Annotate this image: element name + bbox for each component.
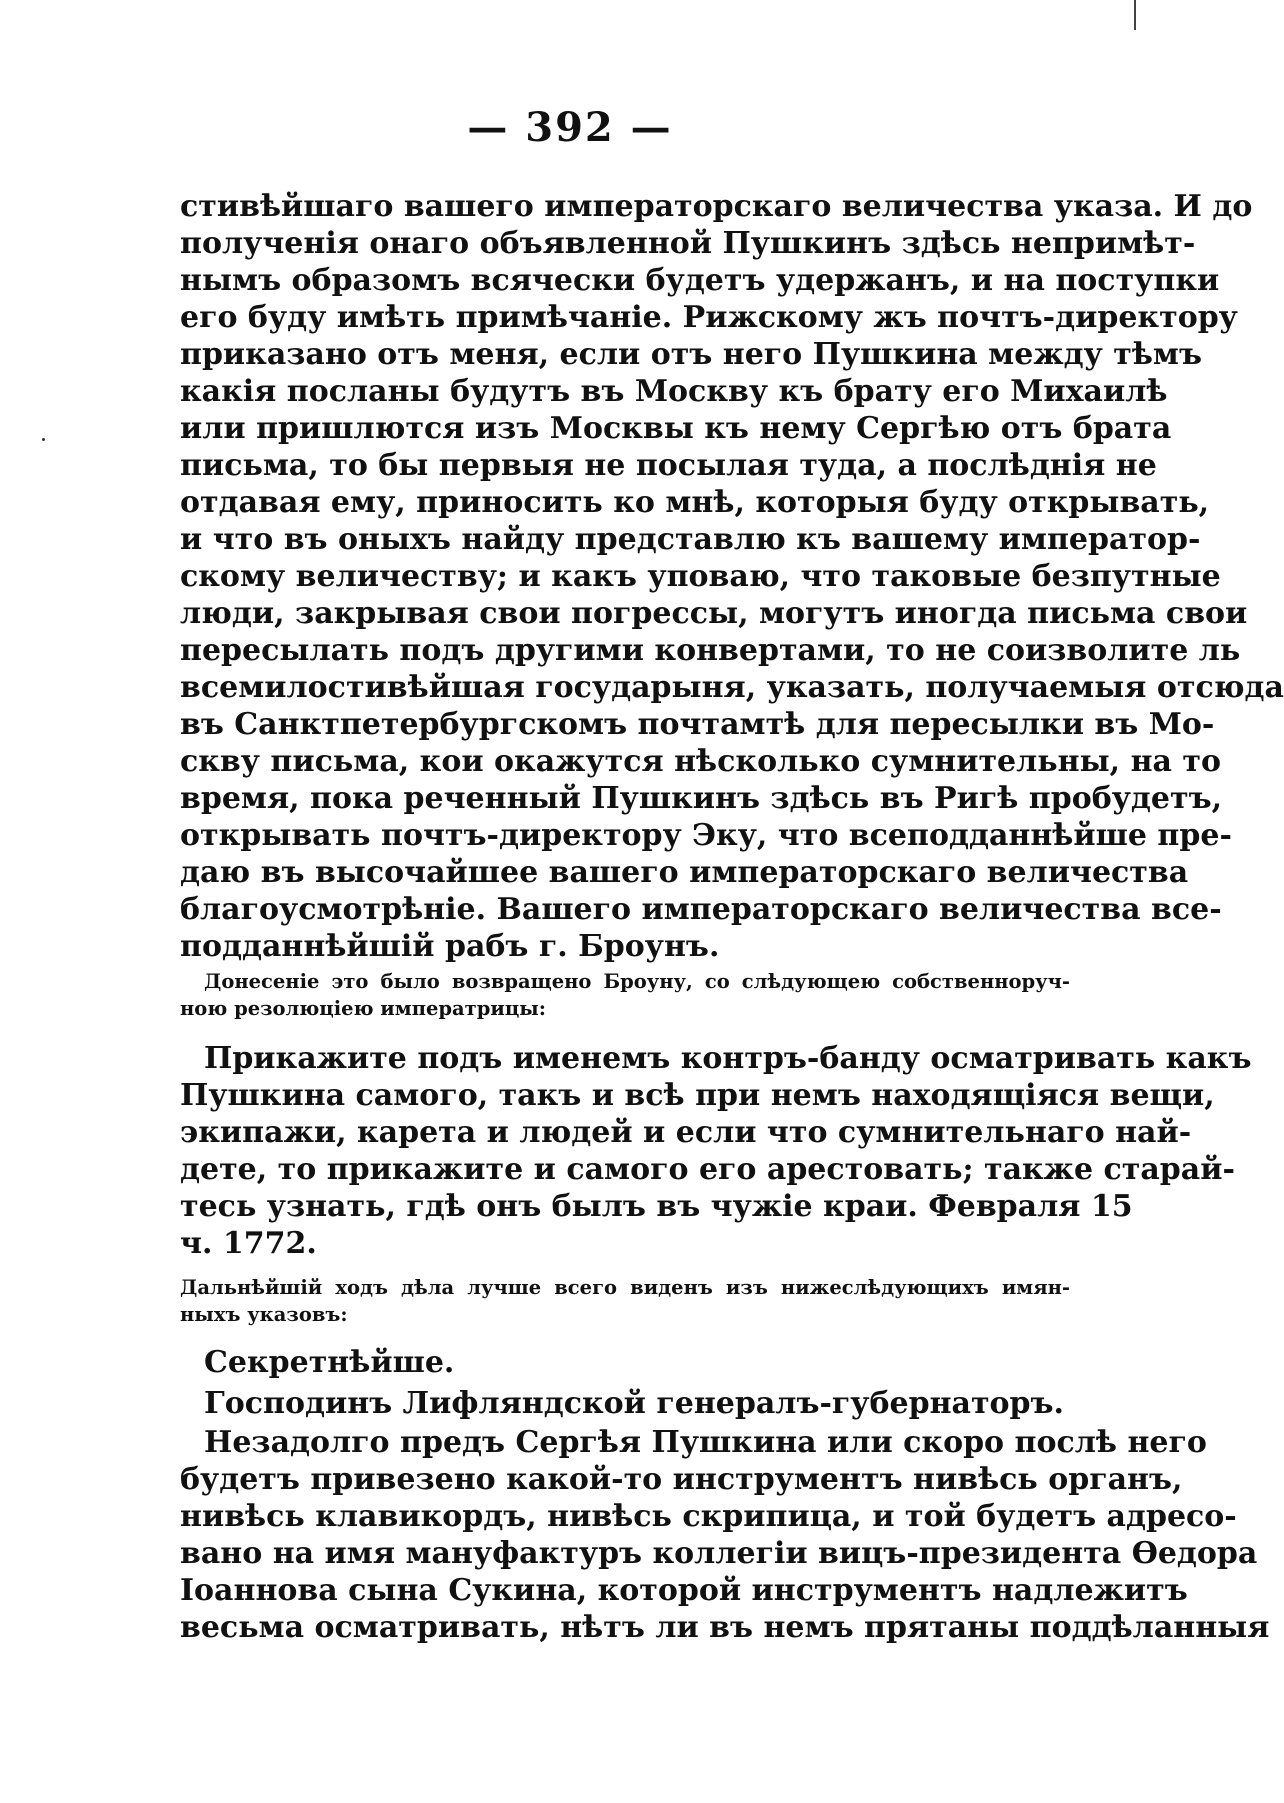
- text-line: письма, то бы первыя не посылая туда, а послѣднія не: [180, 448, 1157, 483]
- addressee-line: Господинъ Лифляндской генералъ-губернаторъ.: [204, 1386, 1064, 1421]
- text-line: Незадолго предъ Сергѣя Пушкина или скоро послѣ него: [204, 1425, 1207, 1460]
- text-line: всемилостивѣйшая государыня, указать, получаемыя отсюда: [180, 670, 1284, 705]
- note-line: Донесеніе это было возвращено Броуну, со слѣдующею собственноруч-: [204, 970, 1070, 993]
- text-line: пересылать подъ другими конвертами, то не соизволите ль: [180, 633, 1241, 668]
- text-line: въ Санктпетербургскомъ почтамтѣ для пересылки въ Мо-: [180, 707, 1215, 742]
- paragraph-empress-resolution: [180, 1040, 1252, 1262]
- text-line: нивѣсь клавикордъ, нивѣсь скрипица, и той будетъ адресо-: [180, 1499, 1237, 1534]
- page-number: — 392 —: [467, 104, 673, 151]
- note-line: ною резолюціею императрицы:: [180, 997, 546, 1020]
- secret-label: Секретнѣйше.: [204, 1345, 455, 1380]
- decree-heading: [180, 1344, 1070, 1422]
- margin-speck: [42, 438, 45, 441]
- text-line: нымъ образомъ всячески будетъ удержанъ, и на поступки: [180, 263, 1220, 298]
- text-line: стивѣйшаго вашего императорскаго величества указа. И до: [180, 189, 1253, 224]
- text-line: Іоаннова сына Сукина, которой инструментъ надлежитъ: [180, 1573, 1188, 1608]
- text-line: экипажи, карета и людей и если что сумнительнаго най-: [180, 1115, 1192, 1150]
- text-line: открывать почтъ-директору Эку, что всеподданнѣйше пре-: [180, 818, 1232, 853]
- text-line: полученія онаго объявленной Пушкинъ здѣсь непримѣт-: [180, 226, 1196, 261]
- scan-edge-mark: [1134, 0, 1136, 30]
- note-line: Дальнѣйшій ходъ дѣла лучше всего виденъ изъ нижеслѣдующихъ имян-: [180, 1276, 1070, 1299]
- text-line: скому величеству; и какъ уповаю, что таковые безпутные: [180, 559, 1221, 594]
- note-line: ныхъ указовъ:: [180, 1303, 348, 1326]
- text-line: дете, то прикажите и самого его арестовать; также старай-: [180, 1152, 1235, 1187]
- text-line: Пушкина самого, такъ и всѣ при немъ находящіяся вещи,: [180, 1078, 1215, 1113]
- text-line: приказано отъ меня, если отъ него Пушкина между тѣмъ: [180, 337, 1203, 372]
- editorial-note-decrees: [180, 1274, 1070, 1328]
- text-line: и что въ оныхъ найду представлю къ вашему император-: [180, 522, 1201, 557]
- text-line: скву письма, кои окажутся нѣсколько сумнительны, на то: [180, 744, 1222, 779]
- text-line: люди, закрывая свои погрессы, могутъ иногда письма свои: [180, 596, 1248, 631]
- text-line: или пришлются изъ Москвы къ нему Сергѣю отъ брата: [180, 411, 1172, 446]
- text-line: благоусмотрѣніе. Вашего императорскаго величества все-: [180, 892, 1222, 927]
- paragraph-decree-text: [180, 1424, 1270, 1646]
- text-line: тесь узнать, гдѣ онъ былъ въ чужіе краи. Февраля 15: [180, 1189, 1133, 1224]
- editorial-note-resolution: [180, 968, 1070, 1022]
- text-line: отдавая ему, приносить ко мнѣ, которыя буду открывать,: [180, 485, 1210, 520]
- text-line: ч. 1772.: [180, 1226, 317, 1261]
- text-line: будетъ привезено какой-то инструментъ нивѣсь органъ,: [180, 1462, 1183, 1497]
- paragraph-report-continuation: [180, 188, 1284, 965]
- text-line: какія посланы будутъ въ Москву къ брату его Михаилѣ: [180, 374, 1168, 409]
- text-line: вано на имя мануфактуръ коллегіи вицъ-президента Ѳедора: [180, 1536, 1258, 1571]
- text-line: Прикажите подъ именемъ контръ-банду осматривать какъ: [204, 1041, 1252, 1076]
- text-line: подданнѣйшій рабъ г. Броунъ.: [180, 929, 720, 964]
- text-line: его буду имѣть примѣчаніе. Рижскому жъ почтъ-директору: [180, 300, 1238, 335]
- text-line: даю въ высочайшее вашего императорскаго величества: [180, 855, 1189, 890]
- text-line: весьма осматривать, нѣтъ ли въ немъ прятаны поддѣланныя: [180, 1610, 1270, 1645]
- text-line: время, пока реченный Пушкинъ здѣсь въ Ригѣ пробудетъ,: [180, 781, 1223, 816]
